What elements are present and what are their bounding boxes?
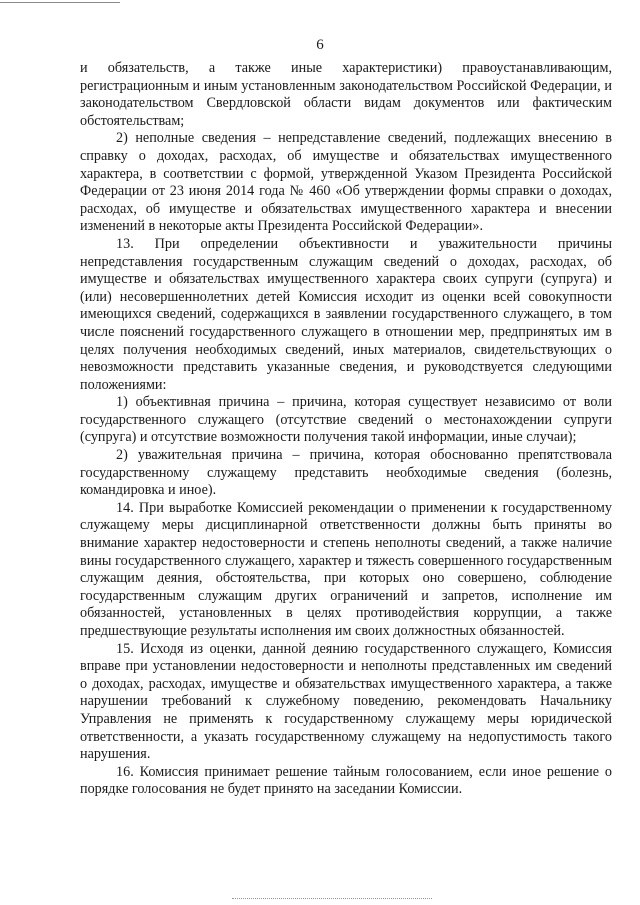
paragraph-16: 16. Комиссия принимает решение тайным голосованием, если иное решение о порядке голосования не будет принято на заседании Комиссии. (80, 763, 612, 798)
paragraph-15: 15. Исходя из оценки, данной деянию государственного служащего, Комиссия вправе при установлении недостоверности и неполноты представленных им сведений о доходах, расходах, имуществе и обязательствах имущественного характера, а также нарушении требований к служебному поведению, рекомендовать Начальнику Управления не применять к государственному служащему меры юридической ответственности, а указать государственному служащему на недопустимость такого нарушения. (80, 640, 612, 763)
scan-edge-line (0, 2, 120, 3)
paragraph-14: 14. При выработке Комиссией рекомендации о применении к государственному служащему меры дисциплинарной ответственности должны быть приняты во внимание характер недостоверности и степень неполноты сведений, а также наличие вины государственного служащего, характер и тяжесть совершенного государственным служащим деяния, обстоятельства, при которых оно совершено, соблюдение государственным служащим других ограничений и запретов, исполнение им обязанностей, установленных в целях противодействия коррупции, а также предшествующие результаты исполнения им своих должностных обязанностей. (80, 499, 612, 639)
paragraph-13-item-1: 1) объективная причина – причина, которая существует независимо от воли государственного служащего (отсутствие сведений о местонахождении супруги (супруга) и отсутствие возможности получения такой информации, иные случаи); (80, 394, 612, 446)
paragraph-continuation: и обязательств, а также иные характеристики) правоустанавливающим, регистрационным и иным установленным законодательством Российской Федерации, и законодательством Свердловской области видам документов или фактическим обстоятельствам; (80, 60, 612, 129)
paragraph-item-2-incomplete-info: 2) неполные сведения – непредставление сведений, подлежащих внесению в справку о доходах, расходах, об имуществе и обязательствах имущественного характера, в соответствии с формой, утвержденной Указом Президента Российской Федерации от 23 июня 2014 года № 460 «Об утверждении формы справки о доходах, расходах, об имуществе и обязательствах имущественного характера и внесении изменений в некоторые акты Президента Российской Федерации». (80, 130, 612, 235)
scan-edge-line (232, 898, 432, 899)
document-body (80, 60, 612, 799)
page-number: 6 (316, 37, 324, 53)
paragraph-13-item-2: 2) уважительная причина – причина, которая обоснованно препятствовала государственному служащему представить необходимые сведения (болезнь, командировка и иное). (80, 447, 612, 499)
paragraph-13: 13. При определении объективности и уважительности причины непредставления государственным служащим сведений о доходах, расходах, об имуществе и обязательствах имущественного характера своих супруги (супруга) и (или) несовершеннолетних детей Комиссия исходит из оценки всей совокупности имеющихся сведений, содержащихся в заявлении государственного служащего, в том числе пояснений государственного служащего в отношении мер, предпринятых им в целях получения необходимых сведений, иных материалов, свидетельствующих о невозможности представить указанные сведения, и руководствуется следующими положениями: (80, 235, 612, 393)
